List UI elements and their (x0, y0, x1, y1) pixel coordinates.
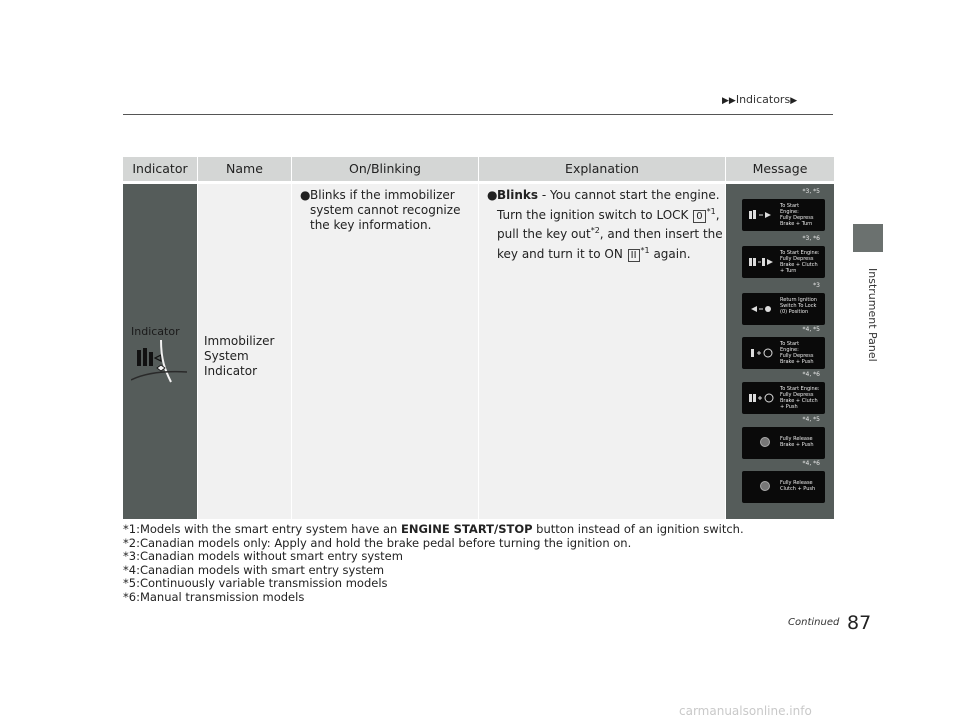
message-note: *4, *5 (802, 326, 820, 333)
footnote-1-text-end: button instead of an ignition switch. (532, 522, 744, 536)
on-blinking-description: Blinks if the immobilizer system cannot recognize the key information. (310, 188, 461, 232)
explanation-part4: again. (649, 246, 691, 261)
footnote-1 (123, 523, 744, 537)
header-message: Message (752, 161, 808, 176)
indicator-name-line2: System Indicator (204, 349, 258, 378)
message-note: *4, *5 (802, 416, 820, 423)
breadcrumb-arrow-icon: ▶ (790, 96, 798, 106)
footnote-ref: *1 (706, 206, 716, 216)
footnote-3: *3:Canadian models without smart entry system (123, 549, 403, 564)
header-rule (123, 114, 833, 115)
message-text: To Start Engine: Fully Depress Brake + Push (780, 341, 814, 365)
message-text: To Start Engine: Fully Depress Brake + Clutch + Push (780, 386, 820, 410)
footnote-4: *4:Canadian models with smart entry system (123, 562, 385, 577)
indicator-name-line1: Immobilizer (204, 334, 275, 348)
table-header (123, 157, 834, 181)
key-return-icon (748, 302, 778, 316)
footnote-6: *6:Manual transmission models (123, 589, 305, 604)
footnote-2: *2:Canadian models only: Apply and hold the brake pedal before turning the ignition on. (123, 535, 632, 550)
header-explanation: Explanation (479, 157, 726, 181)
breadcrumb-arrow-icon: ▶▶ (722, 96, 736, 106)
section-tab (853, 224, 883, 252)
message-text: To Start Engine: Fully Depress Brake + Turn (780, 203, 814, 227)
footnotes (123, 523, 744, 605)
header-on-blinking: On/Blinking (292, 157, 479, 181)
message-note: *3, *5 (802, 188, 820, 195)
message-cell (726, 184, 834, 519)
bullet-icon: ● (300, 188, 311, 202)
message-display (742, 471, 825, 503)
message-text: To Start Engine: Fully Depress Brake + Clutch + Turn (780, 250, 820, 274)
indicator-table (123, 157, 834, 519)
brake-clutch-push-icon (748, 391, 778, 405)
message-display (742, 382, 825, 414)
on-blinking-text (300, 188, 475, 233)
message-note: *4, *6 (802, 460, 820, 467)
message-display (742, 427, 825, 459)
explanation-bold: Blinks (497, 188, 539, 202)
push-button-icon (760, 481, 770, 491)
message-note: *3 (813, 282, 820, 289)
page-number: 87 (847, 612, 872, 634)
table-row (123, 184, 834, 519)
explanation-part3: , and then insert the key and turn it to ON (497, 227, 723, 261)
footnote-1-bold: ENGINE START/STOP (401, 522, 533, 536)
message-text: Return Ignition Switch To Lock (0) Position (780, 297, 817, 315)
message-text: Fully Release Brake + Push (780, 436, 814, 448)
message-display (742, 246, 825, 278)
indicator-label: Indicator (131, 325, 180, 338)
explanation-part2: , pull the key out (497, 207, 720, 241)
message-note: *4, *6 (802, 371, 820, 378)
message-note: *3, *6 (802, 235, 820, 242)
immobilizer-indicator-icon (131, 340, 193, 390)
message-display (742, 293, 825, 325)
message-text: Fully Release Clutch + Push (780, 480, 816, 492)
continued-label: Continued (788, 617, 840, 628)
explanation-cell (479, 184, 726, 519)
key-brake-icon (748, 208, 778, 222)
bullet-icon: ● (487, 188, 498, 202)
lock-position-key: 0 (693, 210, 705, 223)
footnote-1-text: *1:Models with the smart entry system have an (123, 522, 401, 536)
indicator-name (204, 334, 291, 379)
footnote-5: *5:Continuously variable transmission models (123, 576, 388, 591)
key-brake-clutch-icon (748, 255, 778, 269)
footnote-ref: *2 (590, 226, 600, 235)
footnote-ref: *1 (640, 245, 650, 255)
indicator-cell (123, 184, 198, 519)
on-blinking-cell (292, 184, 479, 519)
watermark: carmanualsonline.info (679, 704, 812, 718)
explanation-part1: - You cannot start the engine. Turn the ignition switch to LOCK (497, 188, 720, 222)
message-display (742, 199, 825, 231)
brake-push-icon (748, 346, 778, 360)
breadcrumb-text: Indicators (735, 93, 791, 106)
name-cell (198, 184, 292, 519)
section-side-label-text: Instrument Panel (866, 268, 879, 362)
explanation-text (487, 188, 723, 262)
breadcrumb (722, 93, 797, 106)
header-name: Name (198, 157, 292, 181)
on-position-key: II (628, 249, 640, 262)
header-indicator: Indicator (123, 157, 198, 181)
message-display (742, 337, 825, 369)
section-side-label (865, 268, 883, 388)
push-button-icon (760, 437, 770, 447)
